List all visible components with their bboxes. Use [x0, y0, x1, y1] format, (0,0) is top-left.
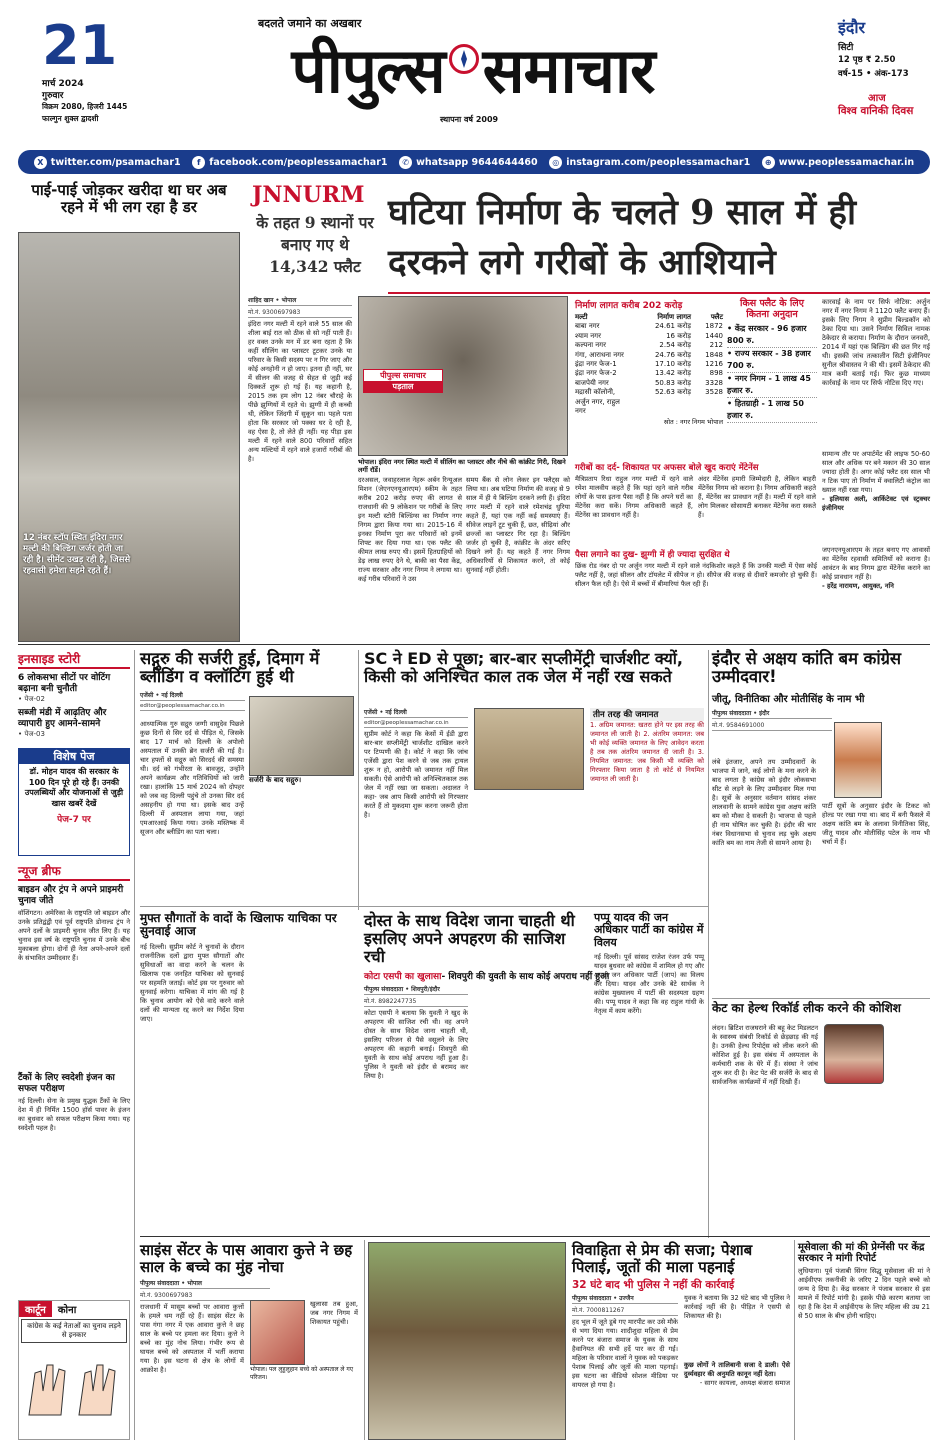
muft-text: नई दिल्ली। सुप्रीम कोर्ट ने चुनावों के दौरान राजनीतिक दलों द्वारा मुफ्त सौगातों और सुविधाओं का वादा करने के चलन के खिलाफ एक जनहित याचिका को सुनवाई पर सहमति जताई। कोर्ट इस पर गुरुवार को सुनवाई करेगा। याचिका में मांग की गई है कि चुनाव आयोग को ऐसे वादे करने वाले दलों की मान्यता रद्द करने का निर्देश दिया जाए।: [140, 942, 244, 1023]
sc-story: [364, 650, 704, 905]
kate-text: लंदन। ब्रिटिश राजघराने की बहू केट मिडलटन के स्वास्थ्य संबंधी रिकॉर्ड से छेड़छाड़ की गई है। उनकी हेल्थ रिपोर्ट्स को लीक करने की कोशिश हुई है। इस संबंध में अस्पताल के कर्मचारी शक के घेरे में हैं। संस्था ने जांच शुरू कर दी है। केट पेट की सर्जरी के बाद से सार्वजनिक कार्यक्रमों में नहीं दिखी हैं।: [712, 1024, 819, 1086]
muft-headline: मुफ्त सौगातों के वादों के खिलाफ याचिका पर सुनवाई आज: [140, 911, 337, 939]
cost-table-cell: 13.42 करोड़: [654, 369, 691, 378]
brief-t2: नई दिल्ली। सेना के प्रमुख युद्धक टैंकों के लिए देश में ही निर्मित 1500 हॉर्स पावर के इंजन का बुधवार को सफल परीक्षण किया गया। यह स्वदेशी पहल है।: [18, 1097, 130, 1132]
cost-table-header-cell: फ्लैट: [710, 313, 723, 321]
moosewala-story: [798, 1242, 930, 1442]
cartoon-hands-illustration: [19, 1345, 127, 1425]
kate-headline: केट का हेल्थ रिकॉर्ड लीक करने की कोशिश: [712, 1001, 901, 1015]
vishesh-title: विशेष पेज: [19, 749, 129, 764]
cost-table-cell: 24.61 करोड़: [654, 322, 691, 331]
inside-story: [18, 650, 130, 742]
inside-item-page: • पेज-03: [18, 730, 45, 738]
subsidy-item: • हितग्राही - 1 लाख 50 हजार रु.: [727, 398, 817, 423]
indore-headline: इंदौर से अक्षय कांति बम कांग्रेस उम्मीदवार!: [712, 649, 902, 687]
globe-icon: ⊕: [762, 156, 775, 169]
vivah-text-2: युवक ने बताया कि 32 घंटे बाद भी पुलिस ने कार्रवाई नहीं की है। पीड़ित ने एसपी से शिकायत की है।: [684, 1293, 790, 1320]
vivah-quote-by: - सागर कायला, अध्यक्ष बंजारा समाज: [699, 1378, 790, 1387]
cost-table-cell: कल्पना नगर: [575, 341, 606, 350]
subsidy-item: • राज्य सरकार - 38 हजार 700 रु.: [727, 348, 817, 373]
inside-item[interactable]: [18, 673, 130, 704]
date-block: [32, 14, 142, 138]
cost-table-cell: 2.54 करोड़: [659, 341, 691, 350]
bail-title: तीन तरह की जमानत: [590, 708, 704, 721]
vivah-photo: [368, 1242, 566, 1440]
cost-table-cell: 1440: [705, 331, 723, 340]
kate-story: [712, 1002, 930, 1234]
indore-text-2: पार्टी सूत्रों के अनुसार इंदौर के टिकट को होल्ड पर रखा गया था। बाद में बनी फैसले में अक्षय कांति बम के अलावा विनीतिका सिंह, जीतू यादव और मोतीसिंह पटेल के नाम भी चर्चा में हैं।: [822, 802, 930, 846]
lead-photo-ceiling: [358, 296, 568, 456]
pay-title: पैसा लगाने का दुख- झुग्गी में ही ज्यादा सुरक्षित थे: [575, 550, 730, 560]
lead-photo-caption: 12 नंबर स्टॉप स्थित इंदिरा नगर मल्टी की बिल्डिंग जर्जर होती जा रही है। सीमेंट उखड़ रही है, जिससे रहवासी हमेशा सहमे रहते हैं।: [23, 533, 131, 576]
cartoon-label: कार्टून: [19, 1301, 52, 1317]
cost-table-cell: 24.76 करोड़: [654, 350, 691, 359]
supreme-court-photo: [474, 708, 584, 790]
inside-item-title: सब्जी मंडी में आढ़तिए और व्यापारी हुए आमने-सामने: [18, 708, 107, 729]
brief-t1: वॉशिंगटन। अमेरिका के राष्ट्रपति जो बाइडन और उनके प्रतिद्वंद्वी एवं पूर्व राष्ट्रपति डोनाल्ड ट्रंप ने अपने दलों के प्राइमरी चुनाव जीत लिए हैं। यह चुनाव इस वर्ष के राष्ट्रपति चुनाव में उनके बीच मुकाबला होगा। दोनों ही नेता अपने-अपने दलों के संभावित उम्मीदवार हैं।: [18, 909, 130, 962]
akshay-bam-photo: [834, 722, 882, 798]
dog-story: साइंस सेंटर के पास आवारा कुत्ते ने छह साल के बच्चे का मुंह नोचा पीपुल्स संवाददाता • भोपाल मो.नं. 9300697983 राजधानी में मासूम बच्चों पर आवारा कुत्तों के हमले थम नहीं रहे हैं। साइंस सेंटर के पास गंगा नगर में एक आवारा कुत्ते ने छह साल के बच्चे पर हमला कर दिया। कुत्ते ने बच्चे का मुंह नोच लिया। गंभीर रूप से घायल बच्चे को अस्पताल में भर्ती कराया गया है। इस घटना से क्षेत्र के लोगों में आक्रोश है।: [140, 1242, 360, 1442]
muft-story: [140, 912, 354, 1230]
vishesh-box: [18, 748, 130, 856]
cartoon-caption: कांग्रेस के कई नेताओं का चुनाव लड़ने से इनकार: [21, 1319, 127, 1343]
cost-table-cell: 52.63 करोड़: [654, 388, 691, 397]
inside-item-page: • पेज-02: [18, 695, 45, 703]
pappu-text: नई दिल्ली। पूर्व सांसद राजेश रंजन उर्फ पप्पू यादव बुधवार को कांग्रेस में शामिल हो गए और अपनी जन अधिकार पार्टी (जाप) का विलय कर दिया। यादव और उनके बेटे सार्थक ने कांग्रेस मुख्यालय में पार्टी की सदस्यता ग्रहण की। पप्पू यादव ने कहा कि वह राहुल गांधी के नेतृत्व में काम करेंगे।: [594, 952, 704, 1015]
moosewala-text: लुधियाना। पूर्व पंजाबी सिंगर सिद्धू मूसेवाला की मां ने आईवीएफ तकनीकी के जरिए 2 दिन पहले बच्चे को जन्म दे दिया है। केंद्र सरकार ने पंजाब सरकार से इस मामले में रिपोर्ट मांगी है। इसके पीछे कारण बताया जा रहा है कि देश में आईवीएफ के लिए महिला की उम्र 21 से 50 साल के बीच होनी चाहिए।: [798, 1267, 930, 1321]
cost-table-cell: 1872: [705, 322, 723, 331]
cost-table-row: [575, 388, 723, 416]
cost-table-row: [575, 369, 723, 378]
cost-table-cell: 3528: [705, 388, 723, 397]
cost-table-cell: 16 करोड़: [666, 331, 691, 340]
cost-table-cell: गंगा, आराधना नगर: [575, 350, 624, 359]
sadguru-headline: सद्गुरु की सर्जरी हुई, दिमाग में ब्लीडिंग व क्लॉटिंग हुई थी: [140, 649, 320, 687]
videsh-text: कोटा एसपी ने बताया कि युवती ने खुद के अपहरण की साजिश रची थी। वह अपने दोस्त के साथ विदेश जाना चाहती थी, इसलिए परिजन से पैसे वसूलने के लिए अपहरण की कहानी बनाई। शिवपुरी की युवती के साथ कोई अपराध नहीं हुआ है। पुलिस ने युवती को इंदौर से बरामद कर लिया है।: [364, 1008, 468, 1080]
lead-headline: घटिया निर्माण के चलते 9 साल में ही दरकने लगे गरीबों के आशियाने: [388, 192, 857, 283]
dog-victim-photo: [250, 1300, 305, 1365]
inside-item-title: 6 लोकसभा सीटों पर वोटिंग बढ़ाना बनी चुनौती: [18, 673, 111, 694]
kate-photo: [824, 1024, 884, 1084]
whatsapp-icon: ✆: [399, 156, 412, 169]
cost-table-header: [575, 313, 723, 322]
pappu-story: [594, 912, 704, 1234]
subsidy-list: [727, 323, 817, 423]
cost-table-cell: इंद्रा नगर फेज-2: [575, 369, 617, 378]
lead-kicker: पाई-पाई जोड़कर खरीदा था घर अब रहने में भी लग रहा है डर: [31, 181, 227, 216]
complaint-text-2: अंदर मेंटेनेंस हमारी जिम्मेदारी है, लेकिन बाहरी मेंटेनेंस निगम को कराना है। निगम अधिकारी कहते हैं, मेंटेनेंस का प्रावधान नहीं है। मल्टी में रहने वाले लोग मिलकर सोसायटी बनाकर मेंटेनेंस करा सकते हैं।: [698, 475, 817, 519]
cost-table-cell: 3328: [705, 378, 723, 387]
cost-table-title: निर्माण लागत करीब 202 करोड़: [575, 301, 683, 311]
tagline: बदलते जमाने का अखबार: [258, 17, 362, 30]
expert-quote-2: जएनएनयूआरएम के तहत बनाए गए आवासों का मेंटेनेंस रहवासी समितियों को कराना है। आवंटन के बाद निगम द्वारा मेंटेनेंस कराने का कोई प्रावधान नहीं है। - हरेंद्र नारायण, आयुक्त, ननि: [822, 546, 930, 590]
tithi: फाल्गुन शुक्ल द्वादशी: [42, 114, 99, 123]
subsidy-item: • नगर निगम - 1 लाख 45 हजार रु.: [727, 373, 817, 398]
indore-text: लंबे इंतजार, अपने तय उम्मीदवारों के भाजपा में जाने, कई लोगों के मना करने के बाद लगता है कांग्रेस को इंदौर लोकसभा सीट से लड़ने के लिए उम्मीदवार मिल गया है। सूत्रों के अनुसार वर्तमान सांसद शंकर लालवानी के सामने कांग्रेस युवा अक्षय कांति बम को मौका दे सकती है। भाजपा से पहले ही नाम घोषित कर चुकी है। इंदौर की चार नंबर विधानसभा से चुनाव लड़ चुके अक्षय कांति बम का नाम तेजी से सामने आया है।: [712, 758, 816, 847]
special-day: विश्व वानिकी दिवस: [838, 105, 914, 117]
indore-subhead: जीतू, विनीतिका और मोतीसिंह के नाम भी: [712, 693, 865, 705]
cost-table-cell: 50.83 करोड़: [654, 378, 691, 387]
lead-mobile: मो.नं. 9300697983: [248, 308, 352, 318]
social-twitter[interactable]: X twitter.com/psamachar1: [34, 156, 181, 169]
dog-photo-caption: भोपाल। पल लुहुलुहान बच्चे को अस्पताल ले गए परिजन।: [250, 1366, 354, 1381]
social-instagram[interactable]: ◎ instagram.com/peoplessamachar1: [549, 156, 750, 169]
videsh-sub-red: कोटा एसपी का खुलासा: [364, 971, 442, 982]
lead-col1: [248, 296, 352, 640]
padtaal-badge: पीपुल्स समाचार पड़ताल: [363, 369, 443, 393]
jnnurm-title: JNNURM: [252, 182, 365, 208]
pappu-headline: पप्पू यादव की जन अधिकार पार्टी का कांग्रेस में विलय: [594, 911, 704, 949]
masthead: [0, 0, 945, 150]
vivah-quote: कुछ लोगों ने तालिबानी सजा दे डाली। ऐसे दुर्व्यवहार की अनुमति कानून नहीं देता।: [684, 1360, 790, 1378]
expert-quote-1: सामान्य तौर पर अपार्टमेंट की लाइफ 50-60 साल और अधिक पर बने मकान की 30 साल ज्यादा होती है। अगर कोई फ्लैट दस साल भी न टिक पाए तो निर्माण में क्वालिटी कंट्रोल का ख्याल नहीं रखा गया। - इलियास अली, आर्किटेक्ट एवं स्ट्रक्चर इंजीनियर: [822, 450, 930, 512]
bail-text: 1. अग्रिम जमानत: खतरा होने पर इस तरह की जमानत ली जाती है। 2. अंतरिम जमानत: जब भी कोई व्यक्ति जमानत के लिए आवेदन करता है तब तक अंतरिम जमानत दी जाती है। 3. नियमित जमानत: जब किसी भी व्यक्ति को गिरफ्तार किया जाता है तो कोर्ट से नियमित जमानत ली जाती है।: [590, 721, 704, 783]
city-name: इंदौर: [838, 18, 866, 37]
cost-table-cell: श्याम नगर: [575, 331, 601, 340]
brief-title: न्यूज ब्रीफ: [18, 862, 130, 881]
vikram-samvat: विक्रम 2080, हिजरी 1445: [42, 102, 128, 111]
vivah-story: विवाहिता से प्रेम की सजा; पेशाब पिलाई, जूतों की माला पहनाई 32 घंटे बाद भी पुलिस ने नहीं की कार्रवाई पीपुल्स संवाददाता • उज्जैन मो.नं. 7000811267 हद भूल में जूते डूबे गए मारपीट कर उसे मौके से भगा दिया गया। शादीशुदा महिला से प्रेम करने पर बंजारा समाज के युवक के साथ हैवानियत की सभी हदें पार कर दी गईं। महिला के परिवार वालों ने युवक को पकड़कर पेशाब पिलाई और जूतों की माला पहनाई। इस घटना का वीडियो सोशल मीडिया पर वायरल हो गया है। युवक ने बताया कि 32 घंटे बाद भी पुलिस ने कार्रवाई नहीं की है। पीड़ित ने एसपी से शिकायत की है। कुछ लोगों ने तालिबानी सजा दे डाली। ऐसे दुर्व्यवहार की अनुमति कानून नहीं देता। - सागर कायला, अध्यक्ष बंजारा समाज: [572, 1242, 790, 1442]
cost-table-row: [575, 322, 723, 331]
volume-issue: वर्ष-15 • अंक-173: [838, 69, 909, 79]
cost-table-header-cell: निर्माण लागत: [657, 313, 691, 321]
videsh-story: दोस्त के साथ विदेश जाना चाहती थी इसलिए अपने अपहरण की साजिश रची कोटा एसपी का खुलासा- शिवपुरी की युवती के साथ कोई अपराध नहीं हुआ पीपुल्स संवाददाता • शिवपुरी/इंदौर मो.नं. 8982247735 कोटा एसपी ने बताया कि युवती ने खुद के अपहरण की साजिश रची थी। वह अपने दोस्त के साथ विदेश जाना चाहती थी, इसलिए परिजन से पैसे वसूलने के लिए अपहरण की कहानी बनाई। शिवपुरी की युवती के साथ कोई अपराध नहीं हुआ है। पुलिस ने युवती को इंदौर से बरामद कर लिया है।: [364, 912, 584, 1234]
videsh-sub: - शिवपुरी की युवती के साथ कोई अपराध नहीं हुआ: [441, 971, 610, 982]
vivah-text: हद भूल में जूते डूबे गए मारपीट कर उसे मौके से भगा दिया गया। शादीशुदा महिला से प्रेम करने पर बंजारा समाज के युवक के साथ हैवानियत की सभी हदें पार कर दी गईं। महिला के परिवार वालों ने युवक को पकड़कर पेशाब पिलाई और जूतों की माला पहनाई। इस घटना का वीडियो सोशल मीडिया पर वायरल हो गया है।: [572, 1317, 678, 1389]
videsh-headline: दोस्त के साथ विदेश जाना चाहती थी इसलिए अपने अपहरण की साजिश रची: [364, 911, 575, 966]
dog-text-2: खुलासा तब हुआ, जब नगर निगम में शिकायत पहुंची।: [310, 1300, 358, 1326]
notice-text: कारवाई के नाम पर सिर्फ नोटिस: अर्जुन नगर में नगर निगम ने 1120 फ्लैट बनाए हैं। इसके लिए निगम ने सुप्रीम बिल्डकॉन को ठेका दिया था। उसने निर्माण सिविल नामक ठेकेदार से कराया। निर्माण के दौरान जनवरी, 2014 में यहां एक बिल्डिंग की छत गिर गई थी। इसकी जांच तत्कालीन सिटी इंजीनियर सुनील श्रीवास्तव ने की थी। इसमें ठेकेदार की मात्र कमी बताई गई। फिर कुछ माध्यम कार्रवाई के नाम पर सिर्फ नोटिस दिए गए।: [822, 298, 930, 387]
cost-table: [575, 298, 723, 458]
sc-bail-box: [590, 708, 704, 898]
month-year: मार्च 2024: [42, 79, 84, 89]
cost-table-row: [575, 332, 723, 341]
sc-text: सुप्रीम कोर्ट ने कहा कि केसों में ईडी द्वारा बार-बार सप्लीमेंट्री चार्जशीट दाखिल करने पर टिप्पणी की है। कोर्ट ने कहा कि जांच एजेंसी द्वारा पेश करने से जब तक ट्रायल शुरू न हो, आरोपी को जमानत नहीं मिल सकती। ऐसे आरोपी को अनिश्चितकाल तक जेल में नहीं रखा जा सकता। अदालत ने कहा- जब आप किसी आरोपी को गिरफ्तार करते हैं तो मुकदमा शुरू करना जरूरी होता है।: [364, 730, 468, 819]
logo-emblem-icon: [449, 44, 479, 74]
jnnurm-subtitle: के तहत 9 स्थानों पर बनाए गए थे 14,342 फ्लैट: [256, 213, 374, 276]
complaint-title: गरीबों का दर्द- शिकायत पर अफसर बोले खुद कराएं मेंटेनेंस: [575, 463, 759, 473]
lead-body-1: इंदिरा नगर मल्टी में रहने वाले 55 साल की शीला बाई रात को ठीक से सो नहीं पाती हैं। हर वक्त उनके मन में डर बना रहता है कि कहीं सीलिंग का प्लास्टर टूटकर उनके या परिवार के किसी सदस्य पर न गिर जाए और कोई अनहोनी न हो जाए। इतना ही नहीं, घर में सीलन की वजह से सेहत से जुड़ी कई दिक्कतें शुरू हो गई हैं। यह कहानी है, 2015 तक हम लोग 12 नंबर चौराहे के पीछे झुग्गियों में रहते थे। झुग्गी में ही कच्ची थी, लेकिन जिंदगी में सुकून था। पहले पता होता कि सरकार जो पक्का घर दे रही है, वह ऐसा है, तो लेते ही नहीं। यह पीड़ा इस मल्टी में रहने वाले 800 परिवारों सहित अन्य मल्टियों में रहने वाले हजारों गरीबों की है।: [248, 320, 352, 463]
social-bar: [18, 150, 930, 174]
cost-table-cell: 17.10 करोड़: [654, 360, 691, 369]
social-facebook[interactable]: f facebook.com/peoplessamachar1: [192, 156, 387, 169]
twitter-icon: X: [34, 156, 47, 169]
established: स्थापना वर्ष 2009: [440, 115, 499, 124]
cost-table-cell: 212: [709, 341, 723, 350]
cost-table-cell: बाबा नगर: [575, 322, 600, 331]
sadguru-text: आध्यात्मिक गुरु सद्गुरु जग्गी वासुदेव पिछले कुछ दिनों से सिर दर्द से पीड़ित थे, जिसके बाद 17 मार्च को दिल्ली के अपोलो अस्पताल में उनकी ब्रेन सर्जरी की गई है। चार हफ्तों से सद्गुरु को सिरदर्द की समस्या थी। दर्द को गंभीरता के बावजूद, उन्होंने अपने कार्यक्रम और गतिविधियों को जारी रखा। हालांकि 15 मार्च 2024 को दोपहर को जब वह दिल्ली पहुंचे तो उनका सिर दर्द असहनीय हो गया था। इसके बाद उन्हें दिल्ली में अस्पताल लाया गया, जहां एमआरआई किया गया। उनके मस्तिष्क में सूजन और ब्लीडिंग का पता चला।: [140, 720, 244, 836]
subsidy-box: [727, 298, 817, 458]
newspaper-title: [168, 26, 778, 112]
sadguru-story: [140, 650, 354, 900]
dog-headline: साइंस सेंटर के पास आवारा कुत्ते ने छह साल के बच्चे का मुंह नोचा: [140, 1241, 353, 1276]
moosewala-headline: मूसेवाला की मां की प्रेग्नेंसी पर केंद्र सरकार ने मांगी रिपोर्ट: [798, 1242, 925, 1265]
inside-item[interactable]: [18, 708, 130, 739]
complaint-text: मैत्रिप्रताप रिधा राहुल नगर मल्टी में रहने वाले रमेश मालवीय कहते हैं कि यहां रहने वाले गरीब लोगों के पास इतना पैसा नहीं है कि अपने घरों का मेंटेनेंस करा सकें। निगम अधिकारी कहते हैं, मेंटेनेंस का प्रावधान नहीं है।: [575, 475, 693, 519]
news-brief: [18, 862, 130, 1282]
cartoon-box: [18, 1300, 130, 1440]
cost-table-row: [575, 379, 723, 388]
cost-table-cell: 1216: [705, 360, 723, 369]
instagram-icon: ◎: [549, 156, 562, 169]
subsidy-title: किस फ्लैट के लिए कितना अनुदान: [727, 298, 817, 320]
lead-body-2: दरअसल, जवाहरलाल नेहरू अर्बन रिन्यूअल मिशन (जेएनएनयूआरएम) स्कीम के तहत करीब 202 करोड़ रुपए की लागत से राजधानी की 9 लोकेशन पर गरीबों के लिए इन मल्टी स्टोरी बिल्डिंग्स का निर्माण नगर निगम द्वारा किया गया था। 2015-16 में इनका निर्माण पूरा कर परिवारों को इनमें शिफ्ट कर दिया गया था। एक फ्लैट की कीमत लाख रुपए थी। इसमें हितग्राहियों को डेढ़ लाख रुपए देने थे, बाकी का पैसा केंद्र, राज्य सरकार और नगर निगम ने लगाया था। कई गरीब परिवारों ने उस: [358, 476, 462, 583]
lead-byline: शाहिद खान • भोपाल: [248, 296, 352, 306]
sadguru-email: editor@peoplessamachar.co.in: [140, 703, 245, 711]
cost-table-cell: बाजपेयी नगर: [575, 378, 609, 387]
indore-story: इंदौर से अक्षय कांति बम कांग्रेस उम्मीदवार! जीतू, विनीतिका और मोतीसिंह के नाम भी पीपुल्स संवाददाता • इंदौर मो.नं. 9584691000 लंबे इंतजार, अपने तय उम्मीदवारों के भाजपा में जाने, कई लोगों के मना करने के बाद लगता है कांग्रेस को इंदौर लोकसभा सीट से लड़ने के लिए उम्मीदवार मिल गया है। सूत्रों के अनुसार वर्तमान सांसद शंकर लालवानी के सामने कांग्रेस युवा अक्षय कांति बम को मौका दे सकती है। भाजपा से पहले ही नाम घोषित कर चुकी है। इंदौर की चार नंबर विधानसभा से चुनाव लड़ चुके अक्षय कांति बम का नाम तेजी से सामने आया है। पार्टी सूत्रों के अनुसार इंदौर के टिकट को होल्ड पर रखा गया था। बाद में बनी फैसले में अक्षय कांति बम के अलावा विनीतिका सिंह, जीतू यादव और मोतीसिंह पटेल के नाम भी चर्चा में हैं।: [712, 650, 930, 995]
sc-headline: SC ने ED से पूछा; बार-बार सप्लीमेंट्री चार्जशीट क्यों, किसी को अनिश्चित काल तक जेल में नहीं रख सकते: [364, 649, 683, 686]
cost-table-cell: 898: [709, 369, 723, 378]
date-day: 21: [42, 14, 118, 77]
sadguru-photo: [249, 696, 354, 776]
facebook-icon: f: [192, 156, 205, 169]
brief-h2: टैंकों के लिए स्वदेशी इंजन का सफल परीक्षण: [18, 1073, 115, 1094]
vishesh-page: पेज-7 पर: [57, 815, 91, 825]
cost-table-row: [575, 351, 723, 360]
sc-left: एजेंसी • नई दिल्ली editor@peoplessamachar.co.in सुप्रीम कोर्ट ने कहा कि केसों में ईडी द्वारा बार-बार सप्लीमेंट्री चार्जशीट दाखिल करने पर टिप्पणी की है। कोर्ट ने कहा कि जांच एजेंसी द्वारा पेश करने से जब तक ट्रायल शुरू न हो, आरोपी को जमानत नहीं मिल सकती। ऐसे आरोपी को अनिश्चितकाल तक जेल में नहीं रखा जा सकता। अदालत ने कहा- जब आप किसी आरोपी को गिरफ्तार करते हैं तो मुकदमा शुरू करना जरूरी होता है।: [364, 709, 468, 819]
cost-table-header-cell: मल्टी: [575, 313, 588, 321]
pages-price: 12 पृष्ठ ₹ 2.50: [838, 55, 896, 65]
sadguru-byline: एजेंसी • नई दिल्ली: [140, 691, 245, 701]
lead-photo2-caption: भोपाल। इंदिरा नगर स्थित मल्टी में सीलिंग का प्लास्टर और नीचे की कांक्रीट गिरी, दिखने लगीं रॉडें।: [358, 458, 566, 474]
dog-text: राजधानी में मासूम बच्चों पर आवारा कुत्तों के हमले थम नहीं रहे हैं। साइंस सेंटर के पास गंगा नगर में एक आवारा कुत्ते ने छह साल के बच्चे पर हमला कर दिया। कुत्ते ने बच्चे का मुंह नोच लिया। गंभीर रूप से घायल बच्चे को अस्पताल में भर्ती कराया गया है। इस घटना से क्षेत्र के लोगों में आक्रोश है।: [140, 1302, 244, 1374]
social-website[interactable]: ⊕ www.peoplessamachar.in: [762, 156, 914, 169]
complaint-box: [575, 462, 817, 640]
pay-text: छिंक रोड नंबर दो पर अर्जुन नगर मल्टी में रहने वाले नंदकिशोर कहते हैं कि उनकी मल्टी में ऐसा कोई फ्लैट नहीं है, जहां सीलन और टॉयलेट में सीपेज न हो। सीपेज की वजह से दीवारें कमजोर हो चुकी हैं। सीलन फैल रही है। ऐसे में बच्चों में बीमारियां फैल रही हैं।: [575, 562, 817, 588]
title-left: पीपुल्स: [291, 34, 445, 107]
edition-block: [838, 16, 938, 146]
cost-table-row: [575, 341, 723, 350]
inside-title: इनसाइड स्टोरी: [18, 650, 130, 669]
title-right: समाचार: [482, 34, 655, 107]
cost-table-cell: इंद्रा नगर फेज-1: [575, 360, 617, 369]
lead-photo-building: [18, 232, 240, 642]
edition: सिटी: [838, 43, 854, 53]
vivah-subhead: 32 घंटे बाद भी पुलिस ने नहीं की कार्रवाई: [572, 1278, 735, 1291]
subsidy-item: • केंद्र सरकार - 96 हजार 800 रु.: [727, 323, 817, 348]
lead-body-3: समय बैंक से लोन लेकर इन फ्लैट्स को लिया था। अब घटिया निर्माण की वजह से 9 साल में ही ये बिल्डिंग दरकने लगी हैं। इंदिरा नगर मल्टी में रहने वाले रमेशचंद्र धुरिया कहते हैं, यहां एक नहीं कई समस्याएं हैं। सीवेज लाइनें टूट चुकी हैं, छत, सीढ़ियां और छज्जों का प्लास्टर गिर रहा है। बिल्डिंग जर्जर हो चुकी है, कांक्रीट के अंदर सरिए दिखने लगे हैं। यह कहते हैं नगर निगम अधिकारियों से शिकायत करने, तो कोई सुनवाई नहीं होती।: [466, 476, 570, 574]
special-label: आज: [868, 93, 886, 104]
social-whatsapp[interactable]: ✆ whatsapp 9644644460: [399, 156, 538, 169]
sadguru-photo-caption: सर्जरी के बाद सद्गुरु।: [249, 776, 302, 784]
cost-table-source: स्रोत : नगर निगम भोपाल: [663, 418, 723, 427]
inside-list: [18, 673, 130, 739]
brief-h1: बाइडन और ट्रंप ने अपने प्राइमरी चुनाव जीते: [18, 885, 124, 906]
weekday: गुरुवार: [42, 91, 64, 101]
cost-table-cell: 1848: [705, 350, 723, 359]
cost-table-rows: [575, 313, 723, 416]
cost-table-cell: मद्रासी कॉलोनी, अर्जुन नगर, राहुल नगर: [575, 388, 620, 416]
vivah-headline: विवाहिता से प्रेम की सजा; पेशाब पिलाई, जूतों की माला पहनाई: [572, 1241, 753, 1276]
cartoon-label-2: कोना: [57, 1305, 77, 1316]
vishesh-text: डॉ. मोहन यादव की सरकार के 100 दिन पूरे हो रहे हैं। उनकी उपलब्धियों और योजनाओं से जुड़ी खास खबरें देखें: [24, 767, 124, 808]
